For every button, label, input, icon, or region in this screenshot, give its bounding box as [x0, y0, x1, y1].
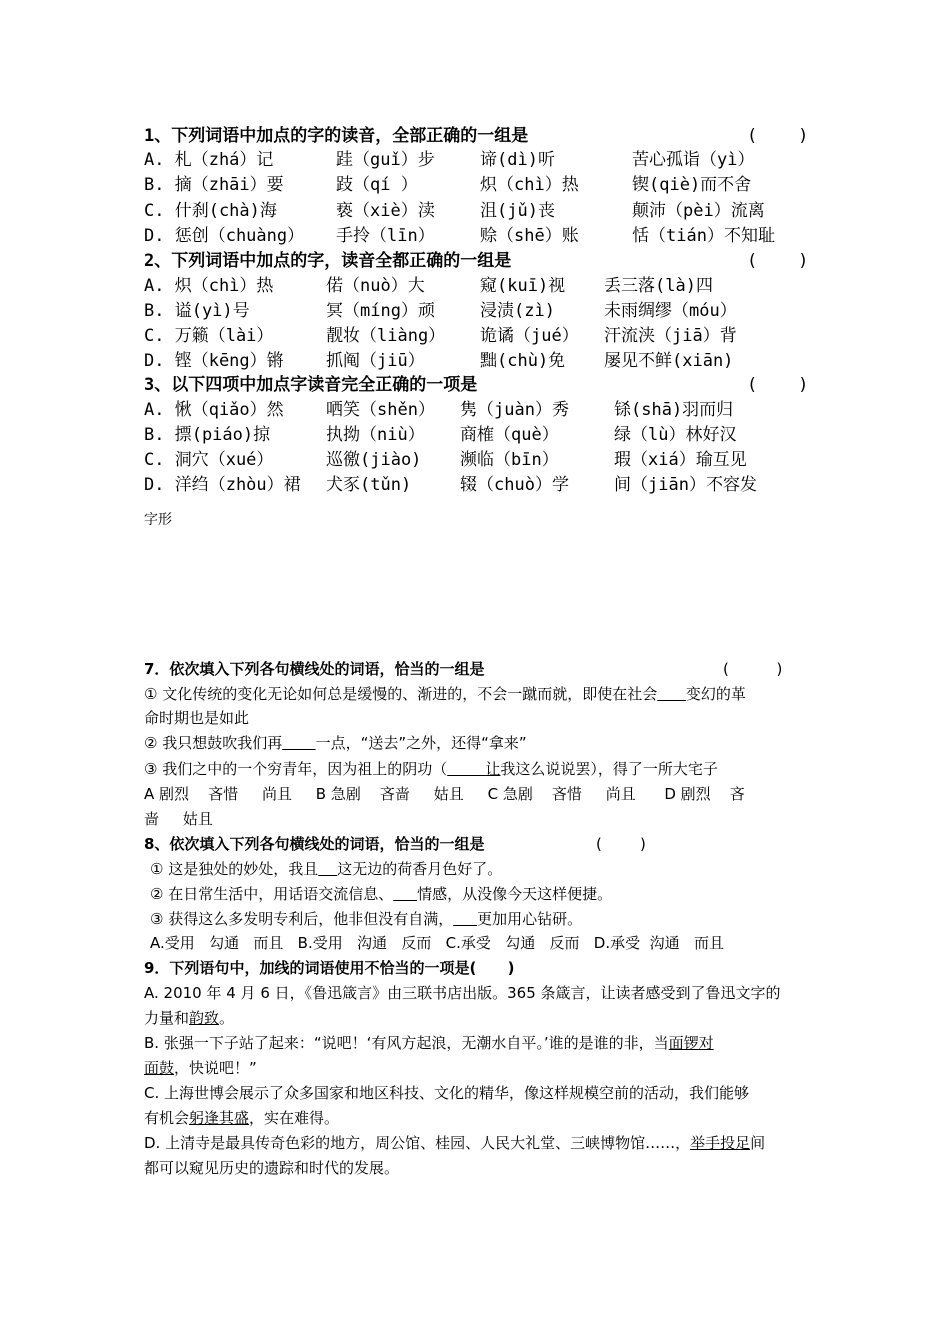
q3-option-b-4: 绿（lù）林好汉	[614, 425, 737, 445]
q3-option-a-2: 哂笑（shěn）	[326, 400, 435, 420]
q7-sentence-2: ② 我只想鼓吹我们再 一点，“送去”之外，还得“拿来”	[144, 734, 527, 752]
q1-option-a-3: 谛(dì)听	[480, 150, 555, 170]
q2-option-a-4: 丢三落(là)四	[604, 276, 713, 296]
q8-sentence-3: ③ 获得这么多发明专利后，他非但没有自满， 更加用心钻研。	[150, 910, 583, 928]
q3-option-b-2: 执拗（niù）	[326, 425, 425, 445]
q9-option-b-line-1: B. 张强一下子站了起来：“说吧！‘有风方起浪，无潮水自平。’谁的是谁的非，当面锣对	[144, 1034, 714, 1052]
q1-option-c-3: 沮(jǔ)丧	[480, 201, 555, 221]
q3-option-c-3: 濒临（bīn）	[460, 450, 559, 470]
q7-blank-3: 让	[485, 760, 501, 778]
q3-option-a-1: A. 愀（qiǎo）然	[144, 400, 284, 420]
q1-answer-paren: ( )	[747, 126, 809, 146]
q2-option-c-1: C. 万籁（lài）	[144, 326, 274, 346]
q1-option-c-4: 颠沛（pèi）流离	[632, 201, 765, 221]
q1-option-d-3: 赊（shē）账	[480, 226, 579, 246]
q1-option-a-1: A. 札（zhá）记	[144, 150, 274, 170]
q3-option-b-1: B. 摽(piáo)掠	[144, 425, 271, 445]
q1-option-c-1: C. 什刹(chà)海	[144, 201, 277, 221]
q9-underlined-jushou: 举手投足	[690, 1134, 751, 1152]
q3-option-d-3: 辍（chuò）学	[460, 475, 569, 495]
q9-option-d-line-1: D. 上清寺是最具传奇色彩的地方，周公馆、桂园、人民大礼堂、三峡博物馆……，举手投足间	[144, 1134, 766, 1152]
q2-option-b-1: B. 谥(yì)号	[144, 301, 250, 321]
q7-sentence-3: ③ 我们之中的一个穷青年，因为祖上的阴功（ 让我这么说说罢），得了一所大宅子	[144, 760, 718, 778]
q7-options-line-1: A 剧烈 吝惜 尚且 B 急剧 吝啬 姑且 C 急剧 吝惜 尚且 D 剧烈 吝	[144, 785, 745, 803]
q1-option-a-4: 苦心孤诣（yì）	[632, 150, 755, 170]
q2-option-d-3: 黜(chù)免	[480, 351, 566, 371]
q2-option-d-1: D. 铿（kēng）锵	[144, 351, 284, 371]
q1-option-d-4: 恬（tián）不知耻	[632, 226, 775, 246]
q2-option-b-3: 浸渍(zì)	[480, 301, 555, 321]
q1-option-d-1: D. 惩创（chuàng）	[144, 226, 305, 246]
q2-stem: 2、下列词语中加点的字，读音全都正确的一组是	[144, 251, 512, 271]
q8-sentence-1: ① 这是独处的妙处，我且 这无边的荷香月色好了。	[150, 860, 503, 878]
q9-underlined-mianluo: 面锣对	[668, 1034, 714, 1052]
q7-sentence-1-line-1: ① 文化传统的变化无论如何总是缓慢的、渐进的，不会一蹴而就，即使在社会 变幻的革	[144, 685, 746, 703]
q7-answer-paren: ( )	[723, 660, 783, 678]
q9-underlined-miangu: 面鼓	[144, 1059, 175, 1077]
q1-option-b-4: 锲(qiè)而不舍	[632, 175, 752, 195]
q7-blank-1	[657, 685, 686, 703]
q7-stem: 7．依次填入下列各句横线处的词语，恰当的一组是	[144, 660, 485, 678]
q9-underlined-yunzhi: 韵致	[189, 1009, 220, 1027]
q3-option-b-3: 商榷（què）	[460, 425, 559, 445]
q9-option-a-line-2: 力量和韵致。	[144, 1009, 235, 1027]
q1-option-c-2: 亵（xiè）渎	[336, 201, 435, 221]
q9-underlined-gongfeng: 躬逢其盛	[189, 1109, 250, 1127]
q3-option-a-4: 铩(shā)羽而归	[614, 400, 734, 420]
q9-option-c-line-1: C. 上海世博会展示了众多国家和地区科技、文化的精华，像这样规模空前的活动，我们能够	[144, 1084, 750, 1102]
q8-answer-paren: ( )	[596, 835, 646, 853]
q7-options-line-2: 啬 姑且	[144, 810, 213, 828]
q1-option-b-1: B. 摘（zhāi）要	[144, 175, 284, 195]
q9-stem: 9．下列语句中，加线的词语使用不恰当的一项是( )	[144, 959, 515, 977]
q1-option-b-3: 炽（chì）热	[480, 175, 579, 195]
q2-option-b-2: 冥（míng）顽	[326, 301, 435, 321]
q2-option-a-2: 偌（nuò）大	[326, 276, 425, 296]
q2-option-c-2: 靓妆（liàng）	[326, 326, 446, 346]
q8-sentence-2: ② 在日常生活中，用话语交流信息、 情感，从没像今天这样便捷。	[150, 885, 613, 903]
q2-option-a-1: A. 炽（chì）热	[144, 276, 274, 296]
q3-option-a-3: 隽（juàn）秀	[460, 400, 569, 420]
q1-option-b-2: 跂（qí ）	[336, 175, 418, 195]
q3-option-c-2: 巡徼(jiào)	[326, 450, 422, 470]
q7-sentence-1-line-2: 命时期也是如此	[144, 709, 250, 727]
q3-answer-paren: ( )	[747, 375, 809, 395]
q3-option-d-1: D. 洋绉（zhòu）裙	[144, 475, 301, 495]
q8-options: A.受用 勾通 而且 B.受用 沟通 反而 C.承受 勾通 反而 D.承受 沟通 而且	[150, 934, 724, 952]
q3-option-d-4: 间（jiān）不容发	[614, 475, 757, 495]
q1-stem: 1、下列词语中加点的字的读音，全部正确的一组是	[144, 126, 529, 146]
q2-option-b-4: 未雨绸缪（móu）	[604, 301, 737, 321]
q8-stem: 8、依次填入下列各句横线处的词语，恰当的一组是	[144, 835, 485, 853]
q8-blank-2	[393, 885, 417, 903]
q1-option-a-2: 跬（guǐ）步	[336, 150, 435, 170]
section-heading-zixing: 字形	[144, 512, 172, 528]
q3-option-c-1: C. 洞穴（xué）	[144, 450, 274, 470]
q2-option-d-4: 屡见不鲜(xiān)	[604, 351, 734, 371]
q2-option-c-4: 汗流浃（jiā）背	[604, 326, 737, 346]
q8-blank-3	[453, 910, 477, 928]
q9-option-b-line-2: 面鼓，快说吧！”	[144, 1059, 257, 1077]
q9-option-c-line-2: 有机会躬逢其盛，实在难得。	[144, 1109, 340, 1127]
q1-option-d-2: 手拎（līn）	[336, 226, 435, 246]
q2-option-c-3: 诡谲（jué）	[480, 326, 579, 346]
q2-option-a-3: 窥(kuī)视	[480, 276, 566, 296]
q3-option-d-2: 犬豕(tǔn)	[326, 475, 412, 495]
q3-stem: 3、以下四项中加点字读音完全正确的一项是	[144, 375, 478, 395]
q7-blank-2	[282, 734, 315, 752]
q9-option-a-line-1: A. 2010 年 4 月 6 日，《鲁迅箴言》由三联书店出版。365 条箴言，让读者感受到了鲁迅文字的	[144, 984, 781, 1002]
q2-answer-paren: ( )	[747, 251, 809, 271]
q8-blank-1	[318, 860, 337, 878]
q2-option-d-2: 抓阄（jiū）	[326, 351, 425, 371]
q9-option-d-line-2: 都可以窥见历史的遗踪和时代的发展。	[144, 1159, 400, 1177]
q3-option-c-4: 瑕（xiá）瑜互见	[614, 450, 747, 470]
